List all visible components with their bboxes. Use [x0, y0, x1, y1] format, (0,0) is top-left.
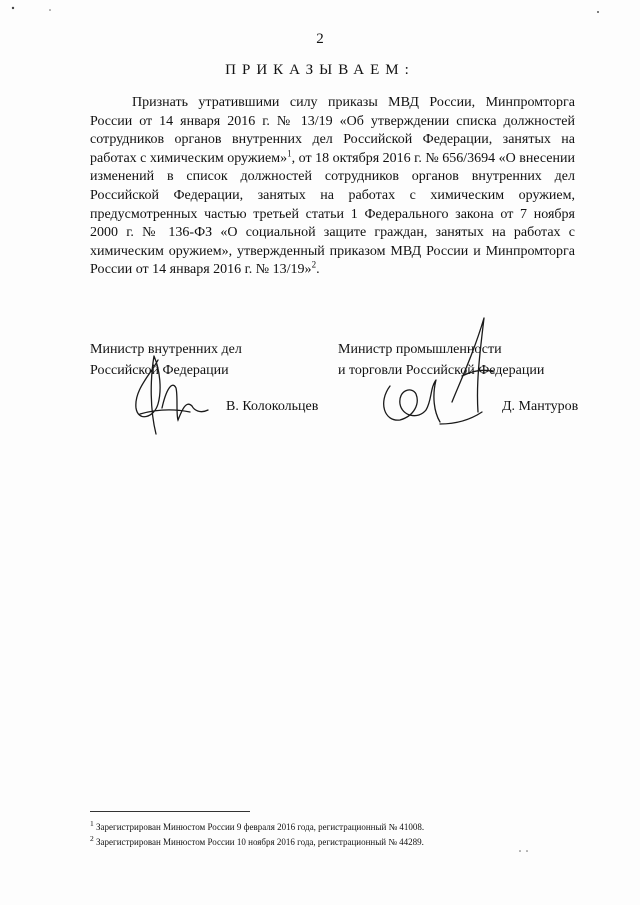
- paragraph-text-part2: , от 18 октября 2016 г. № 656/3694 «О внесении изменений в список должностей сотрудников органов внутренних дел Российской Федерации, занятых на работах с химическим оружием, предусмотренных частью третьей статьи 1 Федерального закона от 7 ноября 2000 г. № 136-ФЗ «О социальной защите граждан, занятых на работах с химическим оружием», утвержденный приказом МВД России и Минпромторга России от 14 января 2016 г. № 13/19»: [90, 150, 576, 278]
- footnote-mark: 2: [90, 834, 94, 843]
- order-paragraph: [90, 94, 575, 280]
- footnote-text: Зарегистрирован Минюстом России 10 ноября 2016 года, регистрационный № 44289.: [96, 837, 424, 847]
- paragraph-end: .: [316, 262, 320, 278]
- footnote-separator: [90, 811, 250, 812]
- signer-title-line2: Российской Федерации: [90, 363, 229, 378]
- signer-title-line1: Министр внутренних дел: [90, 342, 242, 357]
- signer-title-line2: и торговли Российской Федерации: [338, 363, 545, 378]
- footnotes: [90, 818, 424, 848]
- signer-name-left: В. Колокольцев: [226, 399, 319, 414]
- page-number: 2: [316, 31, 324, 47]
- handwritten-signature-left: [120, 330, 210, 450]
- order-heading: ПРИКАЗЫВАЕМ:: [225, 62, 415, 78]
- signer-name-right: Д. Мантуров: [502, 399, 579, 414]
- paragraph-text-part1: Признать утратившими силу приказы МВД России, Минпромторга России от 14 января 2016 г. № 13/19 «Об утверждении списка должностей сотрудников органов внутренних дел Российской Федерации, занятых на работах с химическим оружием»: [90, 95, 575, 166]
- footnote-mark: 1: [90, 819, 94, 828]
- footnote-1: [90, 818, 424, 833]
- footnote-2: [90, 833, 424, 848]
- footnote-ref-2: 2: [311, 259, 317, 270]
- footnote-text: Зарегистрирован Минюстом России 9 февраля 2016 года, регистрационный № 41008.: [96, 822, 425, 832]
- signer-title-line1: Министр промышленности: [338, 342, 502, 357]
- handwritten-signature-right: [370, 312, 520, 432]
- footnote-ref-1: 1: [287, 148, 292, 159]
